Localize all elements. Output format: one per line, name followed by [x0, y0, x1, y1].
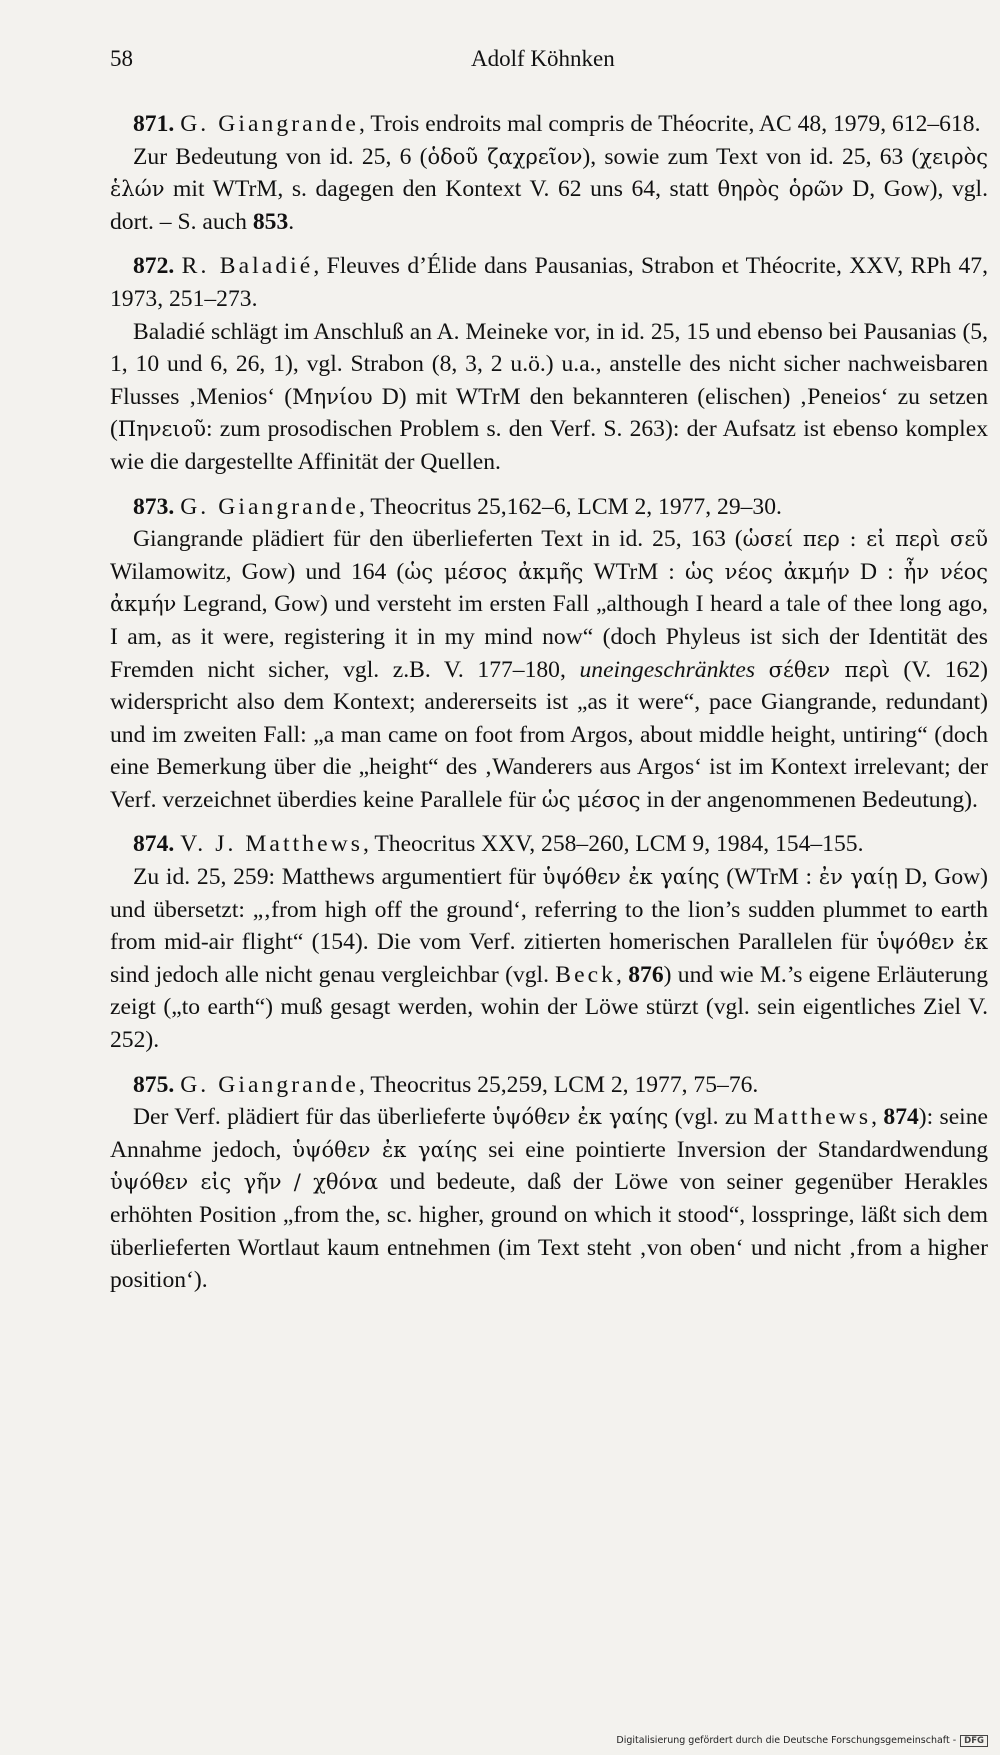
greek-text: ὡς νέος ἀκμήν: [684, 559, 850, 584]
greek-text: σέθεν περὶ: [768, 657, 890, 682]
entry-citation: , Theocritus XXV, 258–260, LCM 9, 1984, 154–155.: [362, 831, 864, 858]
spaced-name: Beck: [555, 961, 617, 988]
cross-reference: 876: [628, 961, 664, 988]
greek-text: ὡς μέσος: [541, 787, 641, 812]
body-text-run: .: [288, 208, 295, 235]
entry-number: 871.: [133, 111, 175, 137]
dfg-logo: DFG: [960, 1735, 988, 1747]
body-text-run: D :: [849, 558, 904, 585]
body-text-run: D, Gow), vgl. dort. – S. auch: [110, 176, 989, 235]
body-text-run: D, Gow) und übersetzt: „‚from high off the ground‘, referring to the lion’s sudden plummet to earth from mid-air flight“ (154). Die vom Verf. zitierten homerischen Parallelen für: [110, 864, 989, 956]
bibliography-entry: [110, 491, 988, 817]
greek-text: ὑψόθεν ἐκ γαίης: [292, 1137, 478, 1162]
entry-citation: , Theocritus 25,162–6, LCM 2, 1977, 29–30.: [358, 493, 782, 520]
digitization-credit: [616, 1735, 988, 1747]
entry-heading: [110, 108, 988, 141]
bibliography-entry: [110, 1069, 988, 1297]
greek-text: ὑψόθεν εἰς γῆν / χθόνα: [110, 1170, 379, 1195]
entry-number: 875.: [133, 1071, 175, 1098]
credit-text: Digitalisierung gefördert durch die Deutsche Forschungsgemeinschaft -: [616, 1735, 957, 1746]
greek-text: ὡσεί περ : εἰ περὶ σεῦ: [742, 527, 988, 552]
entry-number: 872.: [133, 253, 175, 280]
entry-number: 874.: [133, 831, 175, 858]
body-text-run: Baladié schlägt im Anschluß an A. Meineke vor, in id. 25, 15 und ebenso bei Pausanias (5, 1, 10 und 6, 26, 1), vgl. Strabon (8, 3, 2 u.ö.) u.a., anstelle des nicht sicher nachweisbaren Flusses ‚Menios‘ (: [110, 318, 988, 410]
body-text-run: Der Verf. plädiert für das überlieferte: [133, 1104, 493, 1131]
greek-text: ὑψόθεν ἐκ γαίης: [492, 1105, 669, 1130]
body-text-run: (vgl. zu: [668, 1104, 754, 1131]
greek-text: χειρὸς ἑλών: [110, 144, 988, 202]
body-text-run: ,: [871, 1104, 884, 1131]
entry-heading: [110, 250, 988, 315]
bibliography-entry: [110, 108, 988, 238]
body-text-run: Legrand, Gow) und versteht im ersten Fall „although I heard a tale of thee long ago, I am, as it were, registering it in my mind now“ (doch Phyleus ist sich der Identität des Fremden nicht sicher, vgl. z.B. V. 177–180,: [110, 591, 988, 683]
entry-citation: , Theocritus 25,259, LCM 2, 1977, 75–76.: [358, 1071, 759, 1098]
entry-heading: [110, 1069, 988, 1102]
body-text-run: sind jedoch alle nicht genau vergleichbar (vgl.: [110, 961, 556, 988]
entry-heading: [110, 828, 988, 861]
body-text-run: Wilamowitz, Gow) und 164 (: [110, 558, 405, 585]
body-text-run: : zum prosodischen Problem s. den Verf. S. 263): der Aufsatz ist ebenso komplex wie die dargestellte Affinität der Quellen.: [110, 416, 988, 475]
body-text-run: Giangrande plädiert für den überlieferten Text in id. 25, 163 (: [133, 526, 743, 553]
entry-author: G. Giangrande: [180, 493, 359, 520]
greek-text: Μηνίου: [292, 384, 373, 409]
entry-body: [110, 523, 988, 816]
body-text-run: ), sowie zum Text von id. 25, 63 (: [582, 143, 920, 170]
greek-text: θηρὸς ὁρῶν: [717, 177, 844, 202]
bibliography-entry: [110, 250, 988, 478]
greek-text: ἐν γαίῃ: [818, 865, 898, 890]
entry-author: R. Baladié: [181, 253, 314, 280]
running-head: Adolf Köhnken: [471, 46, 615, 71]
entry-author: V. J. Matthews: [180, 831, 363, 858]
entry-body: [110, 1101, 988, 1297]
body-text-run: ,: [616, 961, 629, 988]
cross-reference: 853: [252, 208, 289, 235]
greek-text: Πηνειοῦ: [117, 417, 207, 442]
greek-text: ὑψόθεν ἐκ γαίης: [542, 865, 720, 890]
greek-text: ὁδοῦ ζαχρεῖον: [427, 144, 583, 169]
body-text: [110, 108, 988, 1309]
body-text-run: [755, 657, 769, 683]
bibliography-entry: [110, 828, 988, 1056]
body-text-run: Zu id. 25, 259: Matthews argumentiert für: [133, 864, 543, 891]
body-text-run: mit WTrM, s. dagegen den Kontext V. 62 uns 64, statt: [164, 176, 718, 203]
body-text-run: und bedeute, daß der Löwe von seiner gegenüber Herakles erhöhten Position „from the, sc. higher, ground on which it stood“, losspringe, läßt sich dem überlieferten Wortlaut kaum entnehmen (im Text steht ‚von oben‘ und nicht ‚from a higher position‘).: [110, 1169, 988, 1294]
greek-text: ὡς μέσος ἀκμῆς: [404, 559, 584, 584]
entry-heading: [110, 491, 988, 524]
body-text-run: sei eine pointierte Inversion der Standardwendung: [477, 1136, 989, 1163]
entry-number: 873.: [133, 493, 175, 520]
greek-text: ὑψόθεν ἐκ: [876, 930, 988, 955]
body-text-run: ): seine Annahme jedoch,: [110, 1104, 989, 1163]
cross-reference: 874: [883, 1104, 919, 1131]
greek-text: ἦν νέος ἀκμήν: [110, 559, 988, 617]
entry-body: [110, 316, 988, 479]
entry-body: [110, 141, 988, 239]
body-text-run: WTrM :: [583, 558, 685, 585]
emphasis: uneingeschränktes: [579, 656, 756, 683]
body-text-run: (WTrM :: [719, 864, 819, 891]
page-header: [110, 46, 976, 80]
body-text-run: Zur Bedeutung von id. 25, 6 (: [133, 143, 428, 170]
entry-body: [110, 861, 988, 1057]
entry-author: G. Giangrande: [180, 111, 359, 137]
body-text-run: D) mit WTrM den bekannteren (elischen) ‚Peneios‘ zu setzen (: [110, 383, 988, 443]
entry-author: G. Giangrande: [180, 1071, 359, 1098]
body-text-run: in der angenommenen Bedeutung).: [640, 786, 978, 813]
page-number: 58: [110, 46, 133, 71]
spaced-name: Matthews: [753, 1104, 872, 1131]
body-text-run: ) und wie M.’s eigene Erläuterung zeigt („to earth“) muß gesagt werden, wohin der Löwe stürzt (vgl. sein eigentliches Ziel V. 252).: [110, 961, 988, 1054]
entry-citation: , Fleuves d’Élide dans Pausanias, Strabon et Théocrite, XXV, RPh 47, 1973, 251–273.: [110, 253, 989, 312]
body-text-run: (V. 162) widerspricht also dem Kontext; andererseits ist „as it were“, pace Giangrande, redundant) und im zweiten Fall: „a man came on foot from Argos, about middle height, untiring“ (doch eine Bemerkung über die „height“ des ‚Wanderers aus Argos‘ ist im Kontext irrelevant; der Verf. verzeichnet überdies keine Parallele für: [110, 656, 988, 813]
entry-citation: , Trois endroits mal compris de Théocrite, AC 48, 1979, 612–618.: [358, 111, 981, 137]
